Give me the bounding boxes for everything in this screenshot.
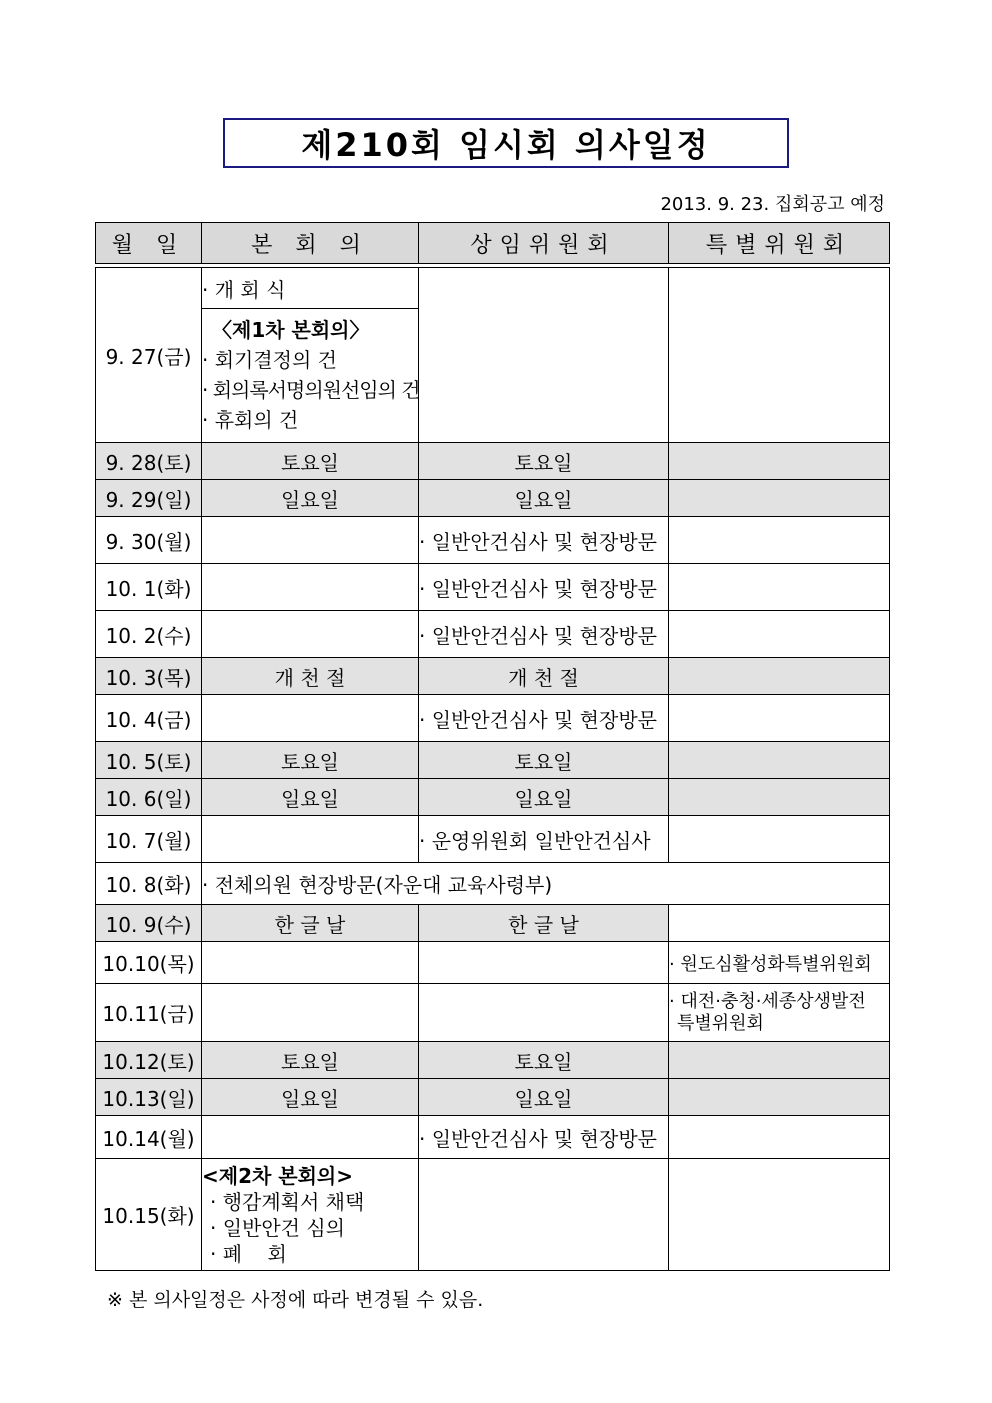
standing-cell: 일요일 <box>419 1079 669 1116</box>
row-date: 10. 3(목) <box>96 658 202 695</box>
notice-date: 2013. 9. 23. 집회공고 예정 <box>660 194 885 215</box>
table-row <box>96 742 890 779</box>
row-date: 10. 2(수) <box>96 611 202 658</box>
table-row <box>96 816 890 863</box>
session-item: · 폐 회 <box>202 1241 418 1267</box>
row-date: 10. 7(월) <box>96 816 202 863</box>
session-title: 〈제1차 본회의〉 <box>212 318 370 342</box>
plenary-cell: 개 천 절 <box>202 658 419 695</box>
table-row <box>96 517 890 564</box>
row-date: 10. 9(수) <box>96 905 202 942</box>
special-cell <box>669 268 890 443</box>
header-date: 월 일 <box>96 223 202 264</box>
table-row <box>96 564 890 611</box>
row-date: 10.14(월) <box>96 1116 202 1159</box>
special-cell <box>669 1079 890 1116</box>
standing-cell: 개 천 절 <box>419 658 669 695</box>
opening-ceremony: · 개 회 식 <box>202 268 419 309</box>
special-cell <box>669 480 890 517</box>
standing-cell <box>419 1159 669 1271</box>
special-cell <box>669 742 890 779</box>
standing-cell: 토요일 <box>419 443 669 480</box>
row-date: 10.13(일) <box>96 1079 202 1116</box>
plenary-cell <box>202 816 419 863</box>
session-item: · 행감계획서 채택 <box>202 1189 418 1215</box>
session-item: · 회기결정의 건 <box>202 345 418 375</box>
special-line: 특별위원회 <box>677 1012 764 1034</box>
session-item: · 일반안건 심의 <box>202 1215 418 1241</box>
table-row <box>96 480 890 517</box>
plenary-cell: 토요일 <box>202 443 419 480</box>
table-row <box>96 658 890 695</box>
special-cell <box>669 1159 890 1271</box>
standing-cell: 토요일 <box>419 742 669 779</box>
standing-cell: · 일반안건심사 및 현장방문 <box>419 564 669 611</box>
standing-cell: · 운영위원회 일반안건심사 <box>419 816 669 863</box>
special-cell <box>669 564 890 611</box>
plenary-cell: 한 글 날 <box>202 905 419 942</box>
row-date: 10.12(토) <box>96 1042 202 1079</box>
row-date: 10. 4(금) <box>96 695 202 742</box>
header-special: 특별위원회 <box>669 223 890 264</box>
row-date: 9. 27(금) <box>96 268 202 443</box>
standing-cell: 일요일 <box>419 779 669 816</box>
special-cell <box>669 984 890 1042</box>
plenary-session-cell <box>202 309 419 443</box>
standing-cell: 한 글 날 <box>419 905 669 942</box>
session-item: · 휴회의 건 <box>202 405 418 435</box>
special-cell <box>669 779 890 816</box>
row-date: 10. 6(일) <box>96 779 202 816</box>
plenary-session-cell <box>202 1159 419 1271</box>
plenary-cell: 토요일 <box>202 742 419 779</box>
row-date: 10. 8(화) <box>96 863 202 905</box>
plenary-cell <box>202 1116 419 1159</box>
standing-cell: · 일반안건심사 및 현장방문 <box>419 517 669 564</box>
row-date: 9. 28(토) <box>96 443 202 480</box>
page-title: 제210회 임시회 의사일정 <box>301 126 711 164</box>
table-row <box>96 268 890 309</box>
special-cell <box>669 816 890 863</box>
table-row <box>96 1159 890 1271</box>
special-cell <box>669 658 890 695</box>
schedule-table <box>95 222 890 1271</box>
plenary-cell <box>202 564 419 611</box>
plenary-cell <box>202 942 419 984</box>
standing-cell <box>419 268 669 443</box>
table-row <box>96 1079 890 1116</box>
special-cell <box>669 443 890 480</box>
special-cell <box>669 611 890 658</box>
standing-cell: · 일반안건심사 및 현장방문 <box>419 1116 669 1159</box>
session-title: <제2차 본회의> <box>202 1163 353 1188</box>
special-cell <box>669 905 890 942</box>
row-date: 10. 5(토) <box>96 742 202 779</box>
table-row <box>96 942 890 984</box>
header-plenary: 본 회 의 <box>202 223 419 264</box>
header-standing: 상임위원회 <box>419 223 669 264</box>
table-row <box>96 1116 890 1159</box>
row-date: 10.11(금) <box>96 984 202 1042</box>
table-row <box>96 695 890 742</box>
special-cell <box>669 1042 890 1079</box>
table-row <box>96 779 890 816</box>
plenary-cell: 일요일 <box>202 779 419 816</box>
special-cell <box>669 517 890 564</box>
special-cell: · 원도심활성화특별위원회 <box>669 942 890 984</box>
plenary-cell: 토요일 <box>202 1042 419 1079</box>
row-date: 10.15(화) <box>96 1159 202 1271</box>
row-date: 9. 29(일) <box>96 480 202 517</box>
standing-cell <box>419 942 669 984</box>
plenary-cell <box>202 517 419 564</box>
row-date: 9. 30(월) <box>96 517 202 564</box>
standing-cell: · 일반안건심사 및 현장방문 <box>419 611 669 658</box>
table-row <box>96 984 890 1042</box>
special-cell <box>669 1116 890 1159</box>
plenary-cell <box>202 984 419 1042</box>
session-item: · 회의록서명의원선임의 건 <box>202 375 418 405</box>
plenary-cell: 일요일 <box>202 480 419 517</box>
plenary-cell <box>202 695 419 742</box>
plenary-cell <box>202 611 419 658</box>
row-date: 10. 1(화) <box>96 564 202 611</box>
table-row <box>96 905 890 942</box>
special-line: · 대전·충청·세종상생발전 <box>669 991 889 1013</box>
plenary-cell: 일요일 <box>202 1079 419 1116</box>
table-row <box>96 1042 890 1079</box>
footnote: ※ 본 의사일정은 사정에 따라 변경될 수 있음. <box>107 1289 484 1311</box>
merged-cell: · 전체의원 현장방문(자운대 교육사령부) <box>202 863 890 905</box>
standing-cell: · 일반안건심사 및 현장방문 <box>419 695 669 742</box>
row-date: 10.10(목) <box>96 942 202 984</box>
table-row <box>96 863 890 905</box>
header-row <box>96 223 890 264</box>
special-cell <box>669 695 890 742</box>
title-box <box>223 118 789 168</box>
table-row <box>96 443 890 480</box>
standing-cell <box>419 984 669 1042</box>
table-row <box>96 611 890 658</box>
standing-cell: 일요일 <box>419 480 669 517</box>
standing-cell: 토요일 <box>419 1042 669 1079</box>
